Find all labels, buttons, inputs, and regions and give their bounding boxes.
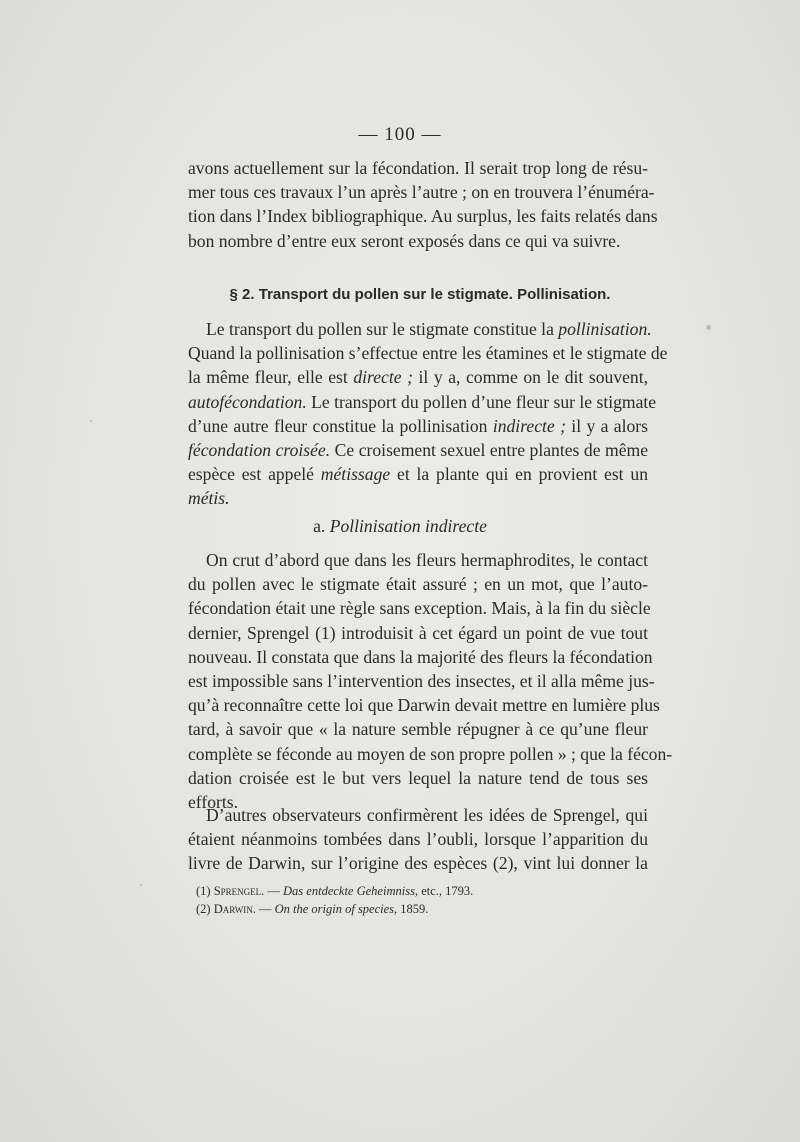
text-line: On crut d’abord que dans les fleurs hermaphrodites, le contact [206, 550, 648, 570]
text-line [188, 390, 657, 414]
text-run: il y a, comme on le dit souvent, [412, 367, 649, 388]
text-line: fécondation était une règle sans exception. Mais, à la fin du siècle [188, 598, 651, 619]
text-line: dation croisée est le but vers lequel la nature tend de tous ses [188, 767, 648, 788]
text-line: complète se féconde au moyen de son propre pollen » ; que la fécon- [188, 743, 673, 764]
text-line: bon nombre d’entre eux seront exposés dans ce qui va suivre. [188, 230, 621, 251]
text-line: Quand la pollinisation s’effectue entre les étamines et le stigmate de [188, 343, 668, 364]
text-line: est impossible sans l’intervention des insectes, et il alla même jus- [188, 670, 655, 691]
paragraph-continuation [188, 156, 658, 253]
text-line [188, 438, 648, 462]
italic-term: métis. [188, 488, 230, 509]
text-line: dernier, Sprengel (1) introduisit à cet égard un point de vue tout [188, 622, 648, 643]
text-line: qu’à reconnaître cette loi que Darwin devait mettre en lumière plus [188, 695, 660, 716]
text-run: et la plante qui en provient est un [390, 464, 648, 485]
paper-speck [140, 884, 142, 886]
paper-speck [90, 420, 92, 422]
italic-term: pollinisation. [558, 319, 652, 339]
footnote-work-title: On the origin of species, [274, 902, 398, 916]
text-line [188, 317, 652, 341]
text-line: efforts. [188, 791, 238, 812]
text-line: nouveau. Il constata que dans la majorité des fleurs la fécondation [188, 646, 653, 667]
paragraph-pollinisation-definition [188, 317, 668, 511]
section-heading: § 2. Transport du pollen sur le stigmate. Pollinisation. [229, 286, 611, 303]
text-line [188, 414, 648, 438]
footnote-detail: etc., 1793. [418, 884, 474, 898]
text-line: avons actuellement sur la fécondation. Il serait trop long de résu- [188, 158, 648, 178]
footnote-detail: 1859. [397, 902, 429, 916]
text-run: Le transport du pollen d’une fleur sur le stigmate [306, 391, 657, 412]
footnote [196, 900, 656, 918]
text-run: d’une autre fleur constitue la pollinisation [188, 415, 493, 436]
italic-term: autofécondation. [188, 391, 307, 412]
text-line: D’autres observateurs confirmèrent les idées de Sprengel, qui [206, 805, 648, 825]
footnote-separator: — [264, 884, 284, 898]
text-line [188, 486, 648, 510]
text-line: tion dans l’Index bibliographique. Au surplus, les faits relatés dans [188, 206, 658, 227]
text-line: livre de Darwin, sur l’origine des espèces (2), vint lui donner la [188, 853, 648, 874]
text-run: la même fleur, elle est [188, 367, 354, 388]
subsection-letter: a. [313, 516, 330, 536]
footnote [196, 882, 656, 900]
footnotes [196, 882, 656, 918]
footnote-marker: (1) [196, 884, 214, 898]
paper-speck [706, 325, 711, 330]
subsection-title: Pollinisation indirecte [329, 516, 487, 536]
text-run: Le transport du pollen sur le stigmate constitue la [206, 319, 559, 339]
italic-term: fécondation croisée. [188, 439, 331, 460]
text-line: du pollen avec le stigmate était assuré ; en un mot, que l’auto- [188, 574, 648, 595]
footnote-marker: (2) [196, 902, 214, 916]
page-number: — 100 — [358, 124, 442, 145]
italic-term: métissage [320, 464, 391, 485]
text-line [188, 365, 648, 389]
text-run: espèce est appelé [188, 464, 321, 485]
text-line: tard, à savoir que « la nature semble répugner à ce qu’une fleur [188, 719, 648, 740]
italic-term: directe ; [353, 367, 413, 388]
text-run: il y a alors [565, 415, 648, 436]
text-run: Ce croisement sexuel entre plantes de même [330, 439, 649, 460]
footnote-author: Darwin. [213, 902, 256, 916]
text-line [188, 462, 648, 486]
text-line: étaient néanmoins tombées dans l’oubli, lorsque l’apparition du [188, 829, 648, 850]
footnote-separator: — [255, 902, 275, 916]
paragraph-sprengel [188, 548, 673, 814]
subsection-heading [0, 516, 800, 537]
italic-term: indirecte ; [492, 415, 566, 436]
paragraph-darwin [188, 803, 648, 876]
footnote-author: Sprengel. [213, 884, 265, 898]
footnote-work-title: Das entdeckte Geheimniss, [283, 884, 419, 898]
text-line: mer tous ces travaux l’un après l’autre ; on en trouvera l’énuméra- [188, 182, 655, 203]
